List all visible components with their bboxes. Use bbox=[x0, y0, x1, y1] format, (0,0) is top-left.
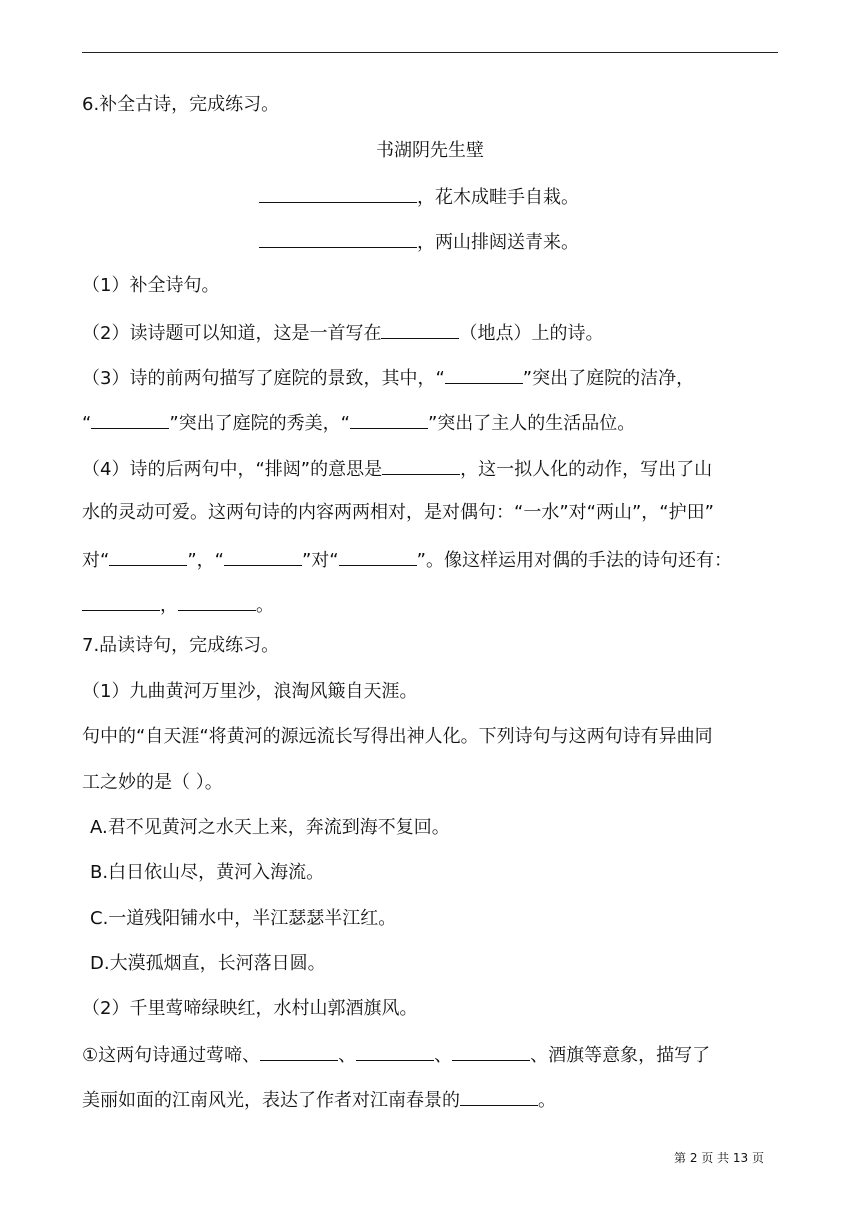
example-blank-1[interactable] bbox=[82, 592, 160, 611]
imagery-blank-2[interactable] bbox=[356, 1042, 434, 1061]
poem-line-2-text: ，两山排闼送青来。 bbox=[417, 232, 579, 253]
q6-part-4-text-i: 。 bbox=[256, 595, 274, 616]
emotion-blank[interactable] bbox=[460, 1087, 538, 1106]
duiou-blank-3[interactable] bbox=[339, 547, 417, 566]
q6-part-3-line-1 bbox=[82, 365, 694, 391]
poem-title: 书湖阴先生壁 bbox=[376, 140, 484, 161]
q6-3-blank-2[interactable] bbox=[91, 410, 169, 429]
q7-sub-2-line-1 bbox=[82, 1042, 710, 1068]
q7-sub-1: （1）九曲黄河万里沙，浪淘风簸自天涯。 bbox=[82, 681, 418, 702]
q6-part-4-line-1 bbox=[82, 456, 712, 482]
option-d[interactable]: D.大漠孤烟直，长河落日圆。 bbox=[90, 953, 326, 974]
header-rule bbox=[82, 52, 778, 53]
q6-part-4-line-3 bbox=[82, 547, 732, 573]
example-blank-2[interactable] bbox=[178, 592, 256, 611]
q6-part-3-text-d: ”突出了庭院的秀美，“ bbox=[169, 413, 350, 434]
q7-sub-2-text-c: 、 bbox=[434, 1045, 453, 1066]
q6-part-1: （1）补全诗句。 bbox=[82, 275, 220, 296]
paita-meaning-blank[interactable] bbox=[382, 456, 460, 475]
q6-header: 6.补全古诗，完成练习。 bbox=[82, 94, 280, 115]
q6-part-3-text-a: （3）诗的前两句描写了庭院的景致，其中，“ bbox=[82, 368, 445, 389]
poem-blank-1[interactable] bbox=[259, 184, 417, 203]
q6-part-3-text-c: “ bbox=[82, 413, 92, 434]
q6-part-4-line-4 bbox=[82, 592, 274, 618]
poem-line-2 bbox=[259, 229, 579, 255]
q6-part-3-text-e: ”突出了主人的生活品位。 bbox=[427, 413, 636, 434]
q6-part-4-text-g: ”。像这样运用对偶的手法的诗句还有： bbox=[416, 550, 732, 571]
q6-part-2-text-a: （2）读诗题可以知道，这是一首写在 bbox=[82, 323, 382, 344]
location-blank[interactable] bbox=[381, 320, 459, 339]
q7-sub-2-text-d: 、酒旗等意象，描写了 bbox=[530, 1045, 711, 1066]
duiou-blank-2[interactable] bbox=[224, 547, 302, 566]
q6-part-3-line-2 bbox=[82, 410, 635, 436]
q6-part-4-line-2: 水的灵动可爱。这两句诗的内容两两相对，是对偶句：“一水”对“两山”，“护田” bbox=[82, 502, 714, 523]
q6-part-4-text-e: ”，“ bbox=[187, 550, 224, 571]
q7-sub-2-text-b: 、 bbox=[338, 1045, 357, 1066]
q7-sub-2: （2）千里莺啼绿映红，水村山郭酒旗风。 bbox=[82, 998, 418, 1019]
imagery-blank-1[interactable] bbox=[260, 1042, 338, 1061]
q7-sub-2-text-a: ①这两句诗通过莺啼、 bbox=[82, 1045, 261, 1066]
q6-3-blank-1[interactable] bbox=[445, 365, 523, 384]
imagery-blank-3[interactable] bbox=[452, 1042, 530, 1061]
option-c[interactable]: C.一道残阳铺水中，半江瑟瑟半江红。 bbox=[90, 908, 397, 929]
q7-sub-2-line-2 bbox=[82, 1087, 556, 1113]
poem-line-1-text: ，花木成畦手自栽。 bbox=[417, 187, 579, 208]
poem-line-1 bbox=[259, 184, 579, 210]
q6-part-3-text-b: ”突出了庭院的洁净， bbox=[522, 368, 695, 389]
q7-sub-1-desc-1: 句中的“自天涯“将黄河的源远流长写得出神人化。下列诗句与这两句诗有异曲同 bbox=[82, 726, 713, 747]
q7-sub-2-text-e: 美丽如面的江南风光，表达了作者对江南春景的 bbox=[82, 1090, 460, 1111]
q7-header: 7.品读诗句，完成练习。 bbox=[82, 635, 280, 656]
q6-part-4-text-b: ，这一拟人化的动作，写出了山 bbox=[460, 459, 713, 480]
q6-part-4-text-f: ”对“ bbox=[301, 550, 339, 571]
q6-part-4-text-d: 对“ bbox=[82, 550, 110, 571]
q6-3-blank-3[interactable] bbox=[350, 410, 428, 429]
q7-sub-2-text-f: 。 bbox=[538, 1090, 556, 1111]
option-b[interactable]: B.白日依山尽，黄河入海流。 bbox=[90, 862, 325, 883]
q7-sub-1-desc-2: 工之妙的是（ ）。 bbox=[82, 772, 223, 793]
q6-part-2 bbox=[82, 320, 603, 346]
q6-part-2-text-b: （地点）上的诗。 bbox=[459, 323, 604, 344]
page-number: 第 2 页 共 13 页 bbox=[674, 1151, 764, 1165]
q6-part-4-text-h: ， bbox=[160, 595, 178, 616]
q6-part-4-text-a: （4）诗的后两句中，“排闼”的意思是 bbox=[82, 459, 383, 480]
duiou-blank-1[interactable] bbox=[109, 547, 187, 566]
poem-blank-2[interactable] bbox=[259, 229, 417, 248]
option-a[interactable]: A.君不见黄河之水天上来，奔流到海不复回。 bbox=[90, 817, 450, 838]
